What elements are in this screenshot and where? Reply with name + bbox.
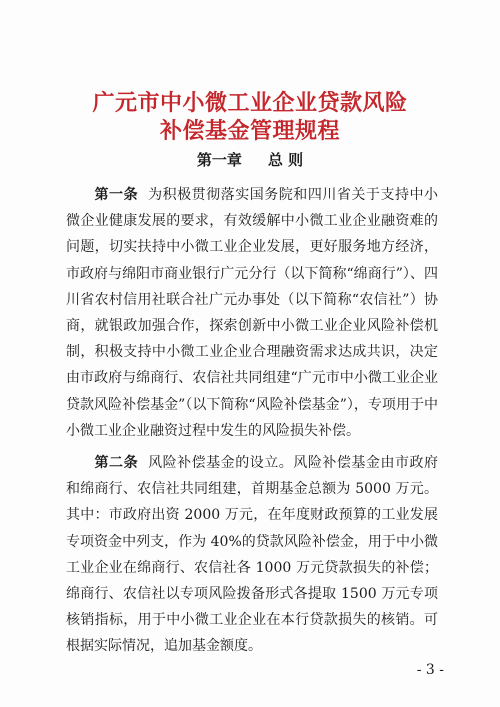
document-body xyxy=(66,182,438,660)
chapter-heading xyxy=(0,149,500,170)
chapter-title: 总 则 xyxy=(267,151,304,169)
article-2 xyxy=(66,450,438,660)
chapter-number: 第一章 xyxy=(196,151,242,169)
article-1 xyxy=(66,182,438,444)
page-number: - 3 - xyxy=(416,662,444,678)
article-1-label: 第一条 xyxy=(94,187,139,203)
document-title-line1: 广元市中小微工业企业贷款风险 xyxy=(92,91,408,116)
article-1-text: 为积极贯彻落实国务院和四川省关于支持中小微企业健康发展的要求，有效缓解中小微工业企业融资难的问题，切实扶持中小微工业企业发展，更好服务地方经济，市政府与绵阳市商业银行广元分行（以下简称“绵商行”）、四川省农村信用社联合社广元办事处（以下简称“农信社”）协商，就银政加强合作，探索创新中小微工业企业风险补偿机制，积极支持中小微工业企业合理融资需求达成共识，决定由市政府与绵商行、农信社共同组建“广元市中小微工业企业贷款风险补偿基金”（以下简称“风险补偿基金”），专项用于中小微工业企业融资过程中发生的风险损失补偿。 xyxy=(66,187,439,439)
article-2-text: 风险补偿基金的设立。风险补偿基金由市政府和绵商行、农信社共同组建，首期基金总额为 5000 万元。其中：市政府出资 2000 万元，在年度财政预算的工业发展专项资金中列支，作为 40%的贷款风险补偿金，用于中小微工业企业在绵商行、农信社各 1000 万元贷款损失的补偿；绵商行、农信社以专项风险拨备形式各提取 1500 万元专项核销指标，用于中小微工业企业在本行贷款损失的核销。可根据实际情况，追加基金额度。 xyxy=(66,455,439,655)
document-title-line2: 补偿基金管理规程 xyxy=(159,119,340,144)
article-2-label: 第二条 xyxy=(94,455,139,472)
